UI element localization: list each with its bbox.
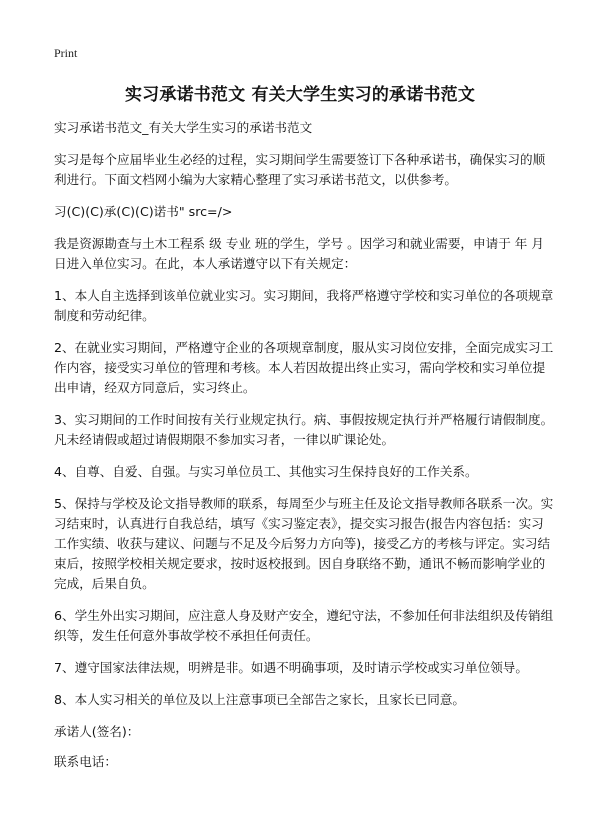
rule-item: 3、实习期间的工作时间按有关行业规定执行。病、事假按规定执行并严格履行请假制度。凡未经请假或超过请假期限不参加实习者，一律以旷课论处。 bbox=[54, 412, 554, 447]
document-body bbox=[54, 118, 554, 782]
rule-item: 8、本人实习相关的单位及以上注意事项已全部告之家长，且家长已同意。 bbox=[54, 692, 466, 707]
garbled-image-text: 习(C)(C)承(C)(C)诺书" src=/> bbox=[54, 204, 233, 219]
signature-label: 承诺人(签名)： bbox=[54, 724, 140, 739]
phone-label: 联系电话： bbox=[54, 754, 117, 769]
rule-item: 7、遵守国家法律法规，明辨是非。如遇不明确事项，及时请示学校或实习单位领导。 bbox=[54, 660, 528, 675]
intro-paragraph: 实习是每个应届毕业生必经的过程，实习期间学生需要签订下各种承诺书，确保实习的顺利进行。下面文档网小编为大家精心整理了实习承诺书范文，以供参考。 bbox=[54, 152, 546, 187]
document-subtitle: 实习承诺书范文_有关大学生实习的承诺书范文 bbox=[54, 120, 313, 135]
rule-item: 4、自尊、自爱、自强。与实习单位员工、其他实习生保持良好的工作关系。 bbox=[54, 464, 478, 479]
student-statement: 我是资源勘查与土木工程系 级 专业 班的学生，学号 。因学习和就业需要，申请于 年 月 日进入单位实习。在此，本人承诺遵守以下有关规定： bbox=[54, 236, 544, 271]
rule-item: 2、在就业实习期间，严格遵守企业的各项规章制度，服从实习岗位安排，全面完成实习工作内容，接受实习单位的管理和考核。本人若因故提出终止实习，需向学校和实习单位提出申请，经双方同意后，实习终止。 bbox=[54, 340, 554, 395]
print-link[interactable]: Print bbox=[54, 46, 78, 60]
rule-item: 6、学生外出实习期间，应注意人身及财产安全，遵纪守法，不参加任何非法组织及传销组织等，发生任何意外事故学校不承担任何责任。 bbox=[54, 608, 554, 643]
rule-item: 5、保持与学校及论文指导教师的联系，每周至少与班主任及论文指导教师各联系一次。实习结束时，认真进行自我总结，填写《实习鉴定表》，提交实习报告(报告内容包括：实习工作实绩、收获与建议、问题与不足及今后努力方向等)，接受乙方的考核与评定。实习结束后，按照学校相关规定要求，按时返校报到。因自身联络不勤，通讯不畅而影响学业的完成，后果自负。 bbox=[54, 496, 554, 591]
rule-item: 1、本人自主选择到该单位就业实习。实习期间，我将严格遵守学校和实习单位的各项规章制度和劳动纪律。 bbox=[54, 288, 554, 323]
page-title: 实习承诺书范文 有关大学生实习的承诺书范文 bbox=[124, 85, 476, 105]
